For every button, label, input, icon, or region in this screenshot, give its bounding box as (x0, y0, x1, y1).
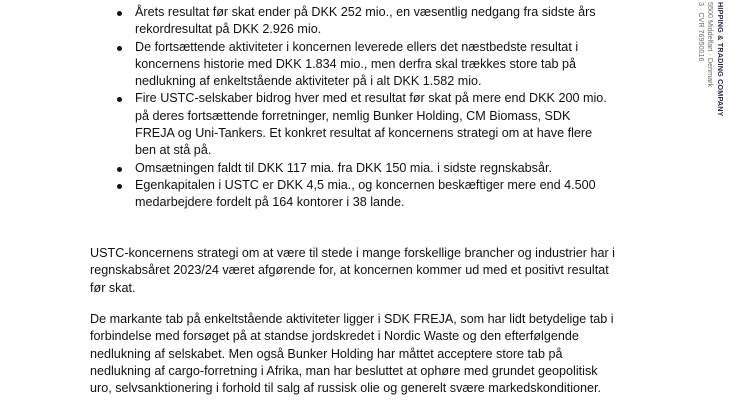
bullet-dot-icon (117, 184, 122, 189)
bullet-dot-icon (117, 97, 122, 102)
bullet-dot-icon (117, 11, 122, 16)
company-letterhead-sidebar (686, 2, 726, 162)
bullet-item (113, 177, 613, 212)
bullet-text: Omsætningen faldt til DKK 117 mia. fra DKK 150 mia. i sidste regnskabsår. (135, 160, 552, 175)
bullet-item (113, 160, 613, 177)
bullet-text: Fire USTC-selskaber bidrog hver med et resultat før skat på mere end DKK 200 mio. på deres fortsættende forretninger, nemlig Bunker Holding, CM Biomass, SDK FREJA og Uni-Tankers. Et konkret resultat af koncernens strategi om at have flere ben at stå på. (135, 91, 607, 158)
losses-paragraph: De markante tab på enkeltstående aktiviteter ligger i SDK FREJA, som har lidt betydelige tab i forbindelse med forsøget på at standse jordskredet i Nordic Waste og den efterfølgende nedlukning af selskabet. Men også Bunker Holding har måttet acceptere store tab på nedlukning af cargo-forretning i Afrika, man har besluttet at ophøre med grundet geopolitisk uro, selvsanktionering i forhold til salg af russisk olie og generelt svære markedskonditioner. (90, 312, 614, 396)
bullet-item (113, 90, 613, 159)
bullet-item (113, 39, 613, 91)
bullet-item (113, 4, 613, 39)
company-cvr: 3 · CVR 76950016 (697, 2, 706, 62)
bullet-text: Årets resultat før skat ender på DKK 252 mio., en væsentlig nedgang fra sidste års rekordresultat på DKK 2.926 mio. (135, 5, 596, 37)
bullet-dot-icon (117, 46, 122, 51)
bullet-text: Egenkapitalen i USTC er DKK 4,5 mia., og koncernen beskæftiger mere end 4.500 medarbejdere fordelt på 164 kontorer i 38 lande. (135, 177, 596, 210)
company-address: 5500 Middelfart · Denmark (706, 2, 715, 88)
company-name: HIPPING & TRADING COMPANY (716, 2, 725, 117)
bullet-text: De fortsættende aktiviteter i koncernen leverede ellers det næstbedste resultat i koncernens historie med DKK 1.834 mio., men derfra skal trækkes store tab på nedlukning af enkeltstående aktiviteter på i alt DKK 1.582 mio. (135, 39, 579, 89)
key-figures-bullet-list (113, 4, 613, 212)
strategy-paragraph: USTC-koncernens strategi om at være til stede i mange forskellige brancher og industrier har i regnskabsåret 2023/24 været afgørende for, at koncernen kommer ud med et positivt resultat før skat. (90, 246, 615, 295)
bullet-dot-icon (117, 167, 122, 172)
